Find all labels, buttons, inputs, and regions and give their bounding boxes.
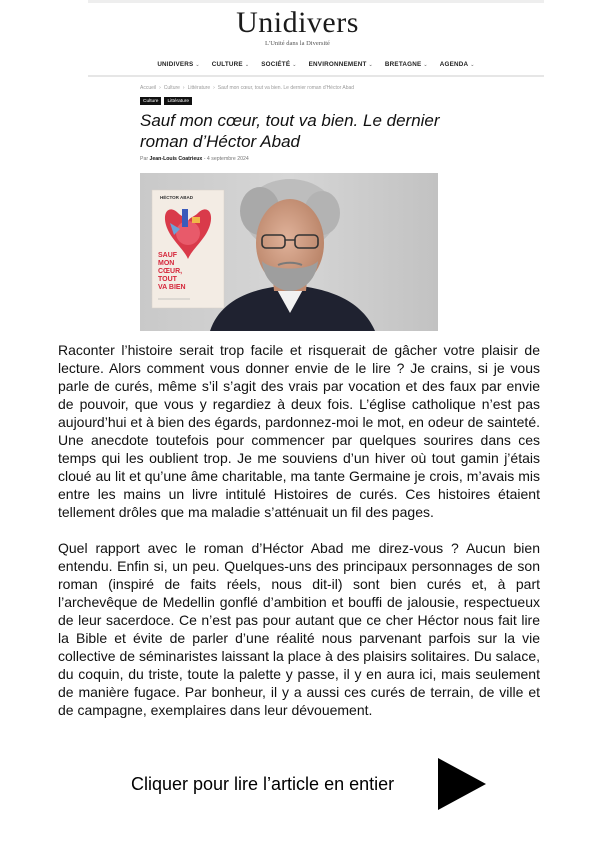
- breadcrumb-separator: ›: [182, 85, 185, 91]
- publish-date: 4 septembre 2024: [206, 156, 249, 162]
- main-nav: [88, 61, 544, 73]
- category-tag-culture[interactable]: Culture: [140, 97, 161, 105]
- chevron-down-icon: ⌄: [195, 62, 200, 68]
- chevron-down-icon: ⌄: [470, 62, 475, 68]
- chevron-down-icon: ⌄: [292, 62, 297, 68]
- article-paragraph: Quel rapport avec le roman d’Héctor Abad me direz-vous ? Aucun bien entendu. Enfin si, un peu. Quelques-uns des principaux personnages de son roman (inspiré de faits réels, nous dit-il) sont bien curés et, à part l’archevêque de Medellin gonflé d’ambition et bouffi de jalousie, respectueux de leur sacerdoce. Ce n’est pas pour autant que ce cher Héctor nous fait lire la Bible et évite de parler d’une réalité nous parvenant parfois sur la vie collective de séminaristes laissant la place à des plaisirs solitaires. Du salace, du coquin, du triste, toute la palette y passe, il y en aura ici, mais seulement de manière fugace. Par bonheur, il y a aussi ces curés de terrain, de ville et de campagne, exemplaires dans leur dévouement.: [58, 540, 540, 718]
- article-body: [58, 341, 540, 737]
- article-paragraph: Raconter l’histoire serait trop facile et risquerait de gâcher votre plaisir de lecture. Alors comment vous donner envie de le lire ? Je crains, si je vous parle de curés, même s’il s’agit des vrais par vocation et des faux par envie de pouvoir, que vous y regardiez à deux fois. L’église catholique n’est pas aujourd’hui et à bien des égards, pardonnez-moi le mot, en odeur de sainteté. Une anecdote toutefois pour commencer par quelques sourires dans ces temps qui les oublient trop. Je me souviens d’un hiver où tout gamin j’étais cloué au lit et qu’une âme charitable, ma tante Germaine je crois, m’avais mis entre les mains un livre intitulé Histoires de curés. Ces histoires étaient tellement drôles que ma maladie s’atténuait un fil des pages.: [58, 342, 540, 520]
- article-title: Sauf mon cœur, tout va bien. Le dernier roman d’Héctor Abad: [140, 111, 440, 151]
- nav-item-culture[interactable]: CULTURE ⌄: [211, 61, 250, 68]
- nav-item-agenda[interactable]: AGENDA ⌄: [439, 61, 475, 68]
- read-full-article-link[interactable]: Cliquer pour lire l’article en entier: [131, 774, 395, 794]
- book-title-line: TOUT: [158, 276, 177, 283]
- site-tagline: L'Unité dans la Diversité: [265, 40, 330, 47]
- book-author-text: HÉCTOR ABAD: [160, 195, 194, 200]
- nav-item-societe[interactable]: SOCIÉTÉ ⌄: [261, 61, 297, 68]
- book-title-line: SAUF: [158, 252, 178, 259]
- nav-item-unidivers[interactable]: UNIDIVERS ⌄: [157, 61, 200, 68]
- chevron-down-icon: ⌄: [368, 62, 373, 68]
- article-byline: Par Jean-Louis Coatrieux - 4 septembre 2024: [140, 156, 249, 162]
- book-title-line: CŒUR,: [158, 268, 183, 275]
- breadcrumb-current: Sauf mon cœur, tout va bien. Le dernier roman d'Héctor Abad: [217, 85, 355, 91]
- book-title-line: VA BIEN: [158, 284, 186, 291]
- chevron-down-icon: ⌄: [244, 62, 250, 68]
- top-border: [88, 0, 544, 3]
- book-title-line: MON: [158, 260, 175, 267]
- nav-divider: [88, 75, 544, 77]
- site-logo[interactable]: Unidivers: [236, 6, 359, 39]
- category-tags: [140, 97, 192, 105]
- chevron-down-icon: ⌄: [423, 62, 428, 68]
- book-cover: [152, 190, 224, 308]
- nav-item-environnement[interactable]: ENVIRONNEMENT ⌄: [308, 61, 373, 68]
- breadcrumb-separator: ›: [159, 85, 161, 91]
- breadcrumb-culture[interactable]: Culture: [163, 85, 180, 91]
- breadcrumb-litterature[interactable]: Littérature: [187, 85, 211, 91]
- article-hero-image: [140, 173, 438, 331]
- breadcrumb-home[interactable]: Accueil: [140, 85, 157, 91]
- breadcrumb-separator: ›: [213, 85, 215, 91]
- author-link[interactable]: Jean-Louis Coatrieux: [149, 156, 203, 162]
- play-arrow-icon[interactable]: [436, 758, 486, 810]
- author-portrait-illustration: [140, 173, 438, 331]
- category-tag-litterature[interactable]: Littérature: [164, 97, 192, 105]
- breadcrumb: [140, 85, 354, 91]
- nav-item-bretagne[interactable]: BRETAGNE ⌄: [384, 61, 428, 68]
